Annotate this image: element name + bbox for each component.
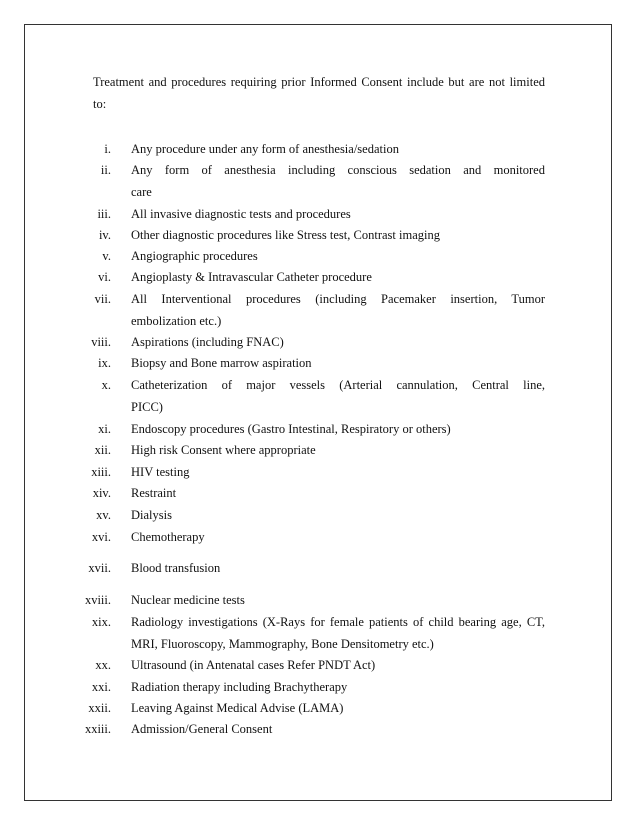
list-item-line: Any procedure under any form of anesthesia/sedation: [131, 142, 399, 156]
list-item-line: Blood transfusion: [131, 561, 221, 575]
list-item-text: [131, 288, 545, 332]
list-item-text: [131, 482, 545, 504]
intro-line-1: Treatment and procedures requiring prior Informed Consent include but are not limited: [93, 75, 545, 89]
list-numeral: v.: [102, 249, 111, 263]
list-item-line: embolization etc.): [131, 314, 222, 328]
list-numeral: xii.: [94, 443, 111, 457]
list-item-line: Endoscopy procedures (Gastro Intestinal, Respiratory or others): [131, 422, 451, 436]
list-item-line: Biopsy and Bone marrow aspiration: [131, 356, 312, 370]
list-item-line: Nuclear medicine tests: [131, 593, 245, 607]
list-numeral: xxii.: [88, 701, 111, 715]
list-item-line: HIV testing: [131, 465, 190, 479]
list-item-text: [131, 718, 545, 740]
list-numeral: iv.: [98, 228, 111, 242]
list-numeral: iii.: [97, 207, 111, 221]
list-item-text: [131, 697, 545, 719]
list-item-line: Dialysis: [131, 508, 172, 522]
list-numeral: xxi.: [91, 680, 111, 694]
list-numeral: xv.: [96, 508, 111, 522]
list-numeral: x.: [101, 378, 111, 392]
list-item-text: [131, 245, 545, 267]
list-item-line: All invasive diagnostic tests and procedures: [131, 207, 351, 221]
list-item-line: All Interventional procedures (including Pacemaker insertion, Tumor: [131, 292, 545, 306]
list-numeral: xxiii.: [84, 722, 111, 736]
list-item-line: Other diagnostic procedures like Stress test, Contrast imaging: [131, 228, 440, 242]
list-item-line: Angioplasty & Intravascular Catheter procedure: [131, 270, 372, 284]
list-item-text: [131, 654, 545, 676]
list-item-text: [131, 504, 545, 526]
list-item-text: [131, 374, 545, 418]
list-item-line: Chemotherapy: [131, 530, 205, 544]
list-item-line: care: [131, 185, 152, 199]
list-item-text: [131, 266, 545, 288]
list-item-line: Restraint: [131, 486, 177, 500]
list-item-line: Any form of anesthesia including conscious sedation and monitored: [131, 163, 545, 177]
list-numeral: xx.: [95, 658, 111, 672]
list-item-text: [131, 138, 545, 160]
list-item-text: [131, 203, 545, 225]
list-item-text: [131, 461, 545, 483]
list-item-line: Angiographic procedures: [131, 249, 258, 263]
list-item-text: [131, 159, 545, 203]
list-numeral: xix.: [91, 615, 111, 629]
list-numeral: vii.: [94, 292, 111, 306]
list-item-text: [131, 526, 545, 548]
list-item-line: MRI, Fluoroscopy, Mammography, Bone Densitometry etc.): [131, 637, 434, 651]
list-numeral: xvii.: [88, 561, 111, 575]
list-item-line: Ultrasound (in Antenatal cases Refer PNDT Act): [131, 658, 376, 672]
intro-line-2: to:: [93, 97, 107, 111]
list-item-text: [131, 589, 545, 611]
list-item-line: High risk Consent where appropriate: [131, 443, 316, 457]
list-numeral: xiv.: [92, 486, 111, 500]
list-item-text: [131, 331, 545, 353]
list-item-line: Catheterization of major vessels (Arterial cannulation, Central line,: [131, 378, 545, 392]
list-numeral: i.: [104, 142, 111, 156]
list-item-line: Aspirations (including FNAC): [131, 335, 284, 349]
list-numeral: xvi.: [91, 530, 111, 544]
list-item-text: [131, 439, 545, 461]
list-numeral: viii.: [91, 335, 111, 349]
list-numeral: ii.: [100, 163, 111, 177]
list-item-line: PICC): [131, 400, 163, 414]
list-item-text: [131, 557, 545, 579]
list-item-line: Radiology investigations (X-Rays for female patients of child bearing age, CT,: [131, 615, 545, 629]
list-item-text: [131, 418, 545, 440]
list-item-text: [131, 611, 545, 655]
list-numeral: xiii.: [91, 465, 111, 479]
list-numeral: xi.: [98, 422, 111, 436]
list-numeral: ix.: [98, 356, 111, 370]
list-item-text: [131, 224, 545, 246]
list-item-text: [131, 676, 545, 698]
list-item-line: Admission/General Consent: [131, 722, 273, 736]
list-item-line: Radiation therapy including Brachytherapy: [131, 680, 348, 694]
list-item-line: Leaving Against Medical Advise (LAMA): [131, 701, 344, 715]
list-numeral: vi.: [98, 270, 111, 284]
list-numeral: xviii.: [84, 593, 111, 607]
list-item-text: [131, 352, 545, 374]
